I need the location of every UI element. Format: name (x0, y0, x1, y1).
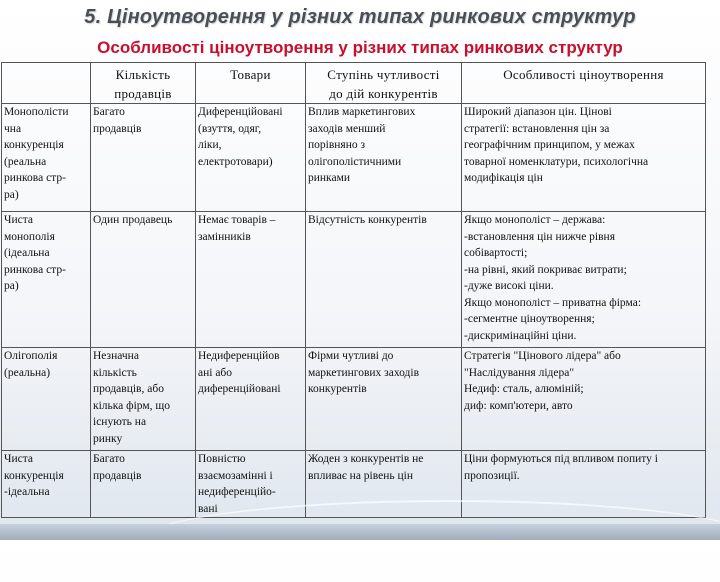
cell-text-line: "Наслідування лідера" (464, 366, 575, 379)
cell-text-line: Олігополія (4, 350, 58, 362)
header-text-line: Кількість (115, 67, 171, 82)
cell-text-line: ра) (4, 280, 19, 292)
cell-text-line: Жоден з конкурентів не (308, 453, 424, 465)
cell-text-line: Один продавець (93, 214, 173, 226)
table-row (2, 104, 706, 212)
header-text-line: продавців (114, 86, 172, 101)
cell-text-line: пропозиції. (464, 469, 520, 482)
cell-text-line: заходів менший (308, 122, 386, 135)
cell-text-line: (взуття, одяг, (198, 122, 262, 135)
table-header-row (2, 63, 706, 104)
cell-text-line: продавців, або (93, 383, 164, 395)
cell-text-line: диференційовані (198, 383, 281, 395)
cell-text-line: впливає на рівень цін (308, 469, 413, 482)
cell-text-line: -дискримінаційні ціни. (464, 329, 577, 342)
bottom-decor-bar (0, 524, 720, 540)
table-row (2, 212, 706, 348)
column-header (2, 63, 91, 104)
cell-text-line: існують на (93, 416, 147, 428)
cell-text-line: стратегії: встановлення цін за (464, 122, 610, 135)
cell-text-line: -на рівні, який покриває витрати; (464, 263, 627, 276)
table-cell (91, 104, 196, 212)
cell-text-line: олігополістичними (308, 155, 402, 168)
cell-text-line: порівняно з (308, 139, 366, 151)
table-cell (196, 104, 306, 212)
cell-text-line: -встановлення цін нижче рівня (464, 230, 615, 243)
cell-text-line: (ідеальна (4, 247, 50, 259)
column-header (196, 63, 306, 104)
table-cell (196, 348, 306, 451)
cell-text-line: замінників (198, 230, 251, 243)
cell-text-line: чна (4, 122, 22, 135)
table-cell (91, 212, 196, 348)
cell-text-line: конкуренція (4, 139, 64, 151)
cell-text-line: ринку (93, 432, 123, 445)
table-cell (196, 212, 306, 348)
cell-text-line: Відсутність конкурентів (308, 214, 427, 226)
cell-text-line: конкуренція (4, 469, 64, 482)
header-text-line: Товари (230, 67, 271, 82)
header-text-line: до дій конкурентів (329, 86, 438, 101)
table-cell (306, 212, 462, 348)
cell-text-line: собівартості; (464, 247, 528, 259)
cell-text-line: модифікація цін (464, 172, 543, 184)
cell-text-line: продавців (93, 469, 142, 482)
table-cell (91, 348, 196, 451)
cell-text-line: Диференційовані (198, 106, 283, 118)
header-text-line: Ступінь чутливості (327, 67, 440, 82)
cell-text-line: ринками (308, 172, 351, 184)
cell-text-line: Незначна (93, 350, 139, 362)
decorative-arc (140, 500, 720, 582)
cell-text-line: Монополісти (4, 106, 69, 118)
cell-text-line: маркетингових заходів (308, 366, 420, 379)
cell-text-line: монополія (4, 230, 55, 243)
table-cell (2, 212, 91, 348)
cell-text-line: Якщо монополіст – держава: (464, 214, 606, 226)
cell-text-line: Чиста (4, 453, 34, 465)
column-header (306, 63, 462, 104)
cell-text-line: -сегментне ціноутворення; (464, 313, 595, 325)
cell-text-line: кілька фірм, що (93, 399, 171, 412)
cell-text-line: Недиф: сталь, алюміній; (464, 383, 584, 395)
table-cell (306, 348, 462, 451)
cell-text-line: Багато (93, 106, 125, 118)
cell-text-line: ані або (198, 366, 233, 379)
cell-text-line: (реальна) (4, 366, 51, 379)
cell-text-line: Чиста (4, 214, 34, 226)
table-cell (2, 348, 91, 451)
cell-text-line: Ціни формуються під впливом попиту і (464, 453, 658, 465)
table-cell (91, 451, 196, 518)
cell-text-line: Широкий діапазон цін. Цінові (464, 106, 612, 118)
cell-text-line: ринкова стр- (4, 263, 66, 276)
cell-text-line: -ідеальна (4, 486, 50, 498)
table-cell (306, 104, 462, 212)
header-text-line: Особливості ціноутворення (503, 67, 664, 82)
slide-subtitle: Особливості ціноутворення у різних типах ринкових структур (97, 38, 623, 57)
cell-text-line: недиференційо- (198, 486, 276, 498)
cell-text-line: конкурентів (308, 383, 367, 395)
table-cell (2, 451, 91, 518)
cell-text-line: Багато (93, 453, 125, 465)
table-cell (462, 348, 706, 451)
cell-text-line: Недиференційов (198, 350, 280, 362)
column-header (462, 63, 706, 104)
cell-text-line: Фірми чутливі до (308, 350, 394, 362)
cell-text-line: Немає товарів – (198, 214, 276, 226)
slide-title: 5. Ціноутворення у різних типах ринкових структур (84, 6, 636, 28)
cell-text-line: кількість (93, 366, 137, 379)
cell-text-line: ра) (4, 188, 19, 201)
table-cell (462, 212, 706, 348)
pricing-table (1, 62, 706, 518)
cell-text-line: товарної номенклатури, психологічна (464, 155, 649, 168)
cell-text-line: Вплив маркетингових (308, 106, 416, 118)
cell-text-line: -дуже високі ціни. (464, 280, 554, 292)
table-cell (2, 104, 91, 212)
cell-text-line: Повністю (198, 453, 246, 465)
cell-text-line: Стратегія "Цінового лідера" або (464, 350, 621, 362)
cell-text-line: ліки, (198, 139, 222, 151)
table-row (2, 348, 706, 451)
cell-text-line: продавців (93, 122, 142, 135)
cell-text-line: диф: комп'ютери, авто (464, 399, 573, 412)
cell-text-line: вані (198, 502, 218, 515)
column-header (91, 63, 196, 104)
cell-text-line: електротовари) (198, 155, 273, 168)
table-cell (462, 104, 706, 212)
cell-text-line: Якщо монополіст – приватна фірма: (464, 296, 642, 309)
cell-text-line: ринкова стр- (4, 172, 66, 184)
cell-text-line: (реальна (4, 155, 47, 168)
cell-text-line: взаємозамінні і (198, 469, 273, 482)
cell-text-line: географічним принципом, у межах (464, 139, 635, 151)
table-body (2, 104, 706, 518)
